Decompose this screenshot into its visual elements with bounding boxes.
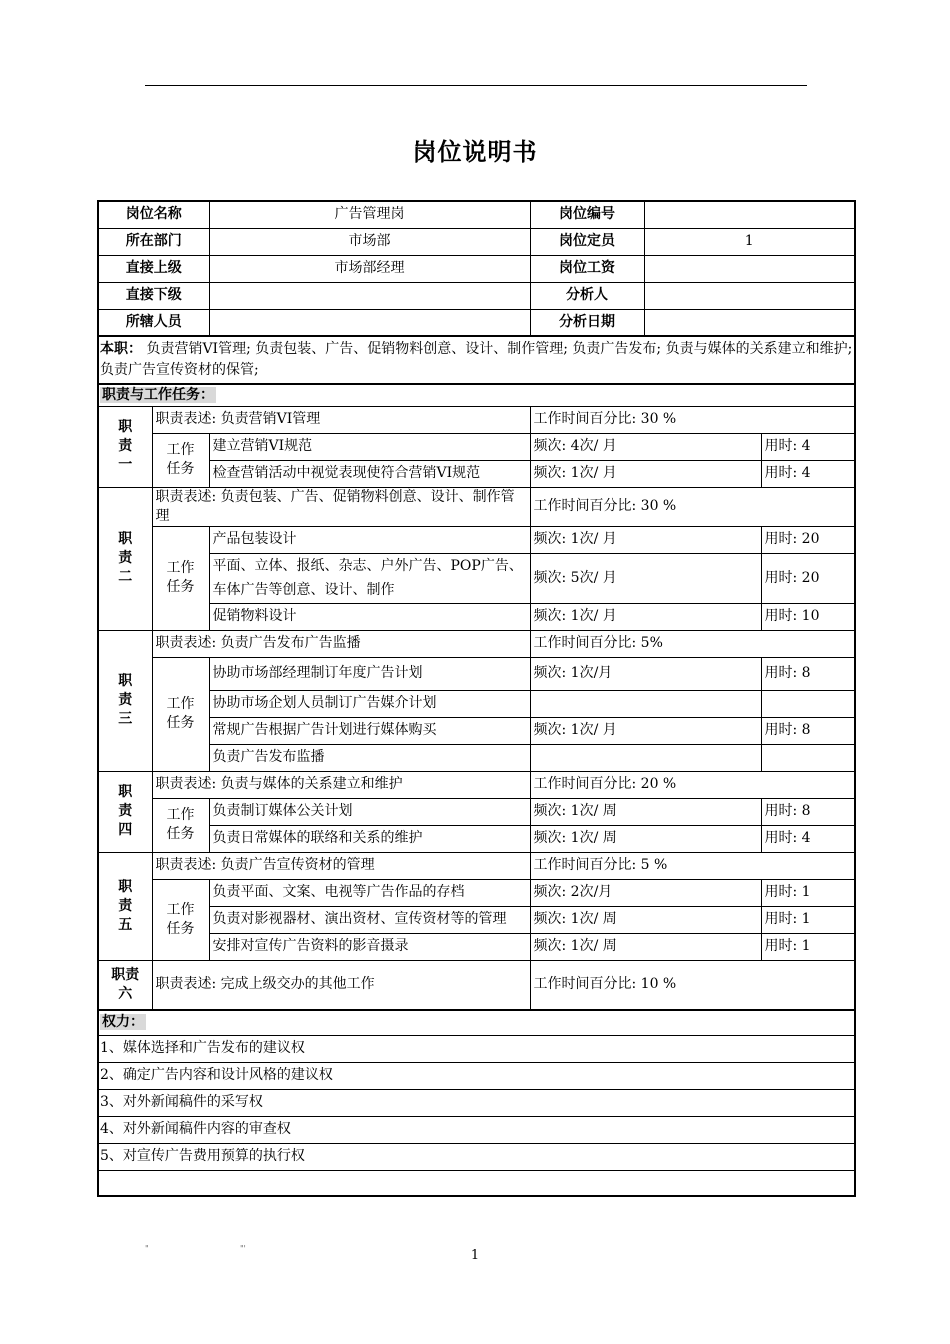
table-row: [98, 879, 855, 906]
superior-label: 直接上级: [98, 255, 209, 282]
duty-1-task-2: 检查营销活动中视觉表现使符合营销VI规范: [209, 460, 530, 487]
analyst-value: [644, 282, 855, 309]
authority-empty-row: [98, 1170, 855, 1196]
page-number: 1: [470, 1248, 480, 1263]
table-row: [98, 1143, 855, 1170]
duty-4-task-1-hours: 用时: 8: [761, 798, 855, 825]
duty-4-task-2-hours: 用时: 4: [761, 825, 855, 852]
duty-2-task-1-freq: 频次: 1次/ 月: [530, 526, 761, 553]
duty-4-label: 职责四: [98, 771, 152, 852]
table-row: [98, 906, 855, 933]
duty-6-percent: 工作时间百分比: 10 %: [530, 960, 855, 1010]
salary-label: 岗位工资: [530, 255, 644, 282]
table-row: [98, 282, 855, 309]
duty-4-percent: 工作时间百分比: 20 %: [530, 771, 855, 798]
table-row: [98, 201, 855, 228]
duty-3-task-4: 负责广告发布监播: [209, 744, 530, 771]
duty-3-task-4-freq: [530, 744, 761, 771]
duty-4-task-1-freq: 频次: 1次/ 周: [530, 798, 761, 825]
duty-3-desc: 职责表述: 负责广告发布广告监播: [152, 630, 530, 657]
duty-2-task-3-freq: 频次: 1次/ 月: [530, 603, 761, 630]
duty-5-task-1-hours: 用时: 1: [761, 879, 855, 906]
analyst-label: 分析人: [530, 282, 644, 309]
duty-3-task-3: 常规广告根据广告计划进行媒体购买: [209, 717, 530, 744]
duty-5-task-3: 安排对宣传广告资料的影音摄录: [209, 933, 530, 960]
duty-2-percent: 工作时间百分比: 30 %: [530, 487, 855, 526]
duty-5-task-2-freq: 频次: 1次/ 周: [530, 906, 761, 933]
header-rule: [145, 85, 807, 86]
duty-3-task-4-hours: [761, 744, 855, 771]
headcount-label: 岗位定员: [530, 228, 644, 255]
table-row: [98, 960, 855, 1010]
authority-item-1: 1、媒体选择和广告发布的建议权: [98, 1035, 855, 1062]
table-row: [98, 1116, 855, 1143]
table-row: [98, 384, 855, 406]
table-row: [98, 1035, 855, 1062]
footer-mark: ": [145, 1244, 149, 1253]
duty-2-task-3-hours: 用时: 10: [761, 603, 855, 630]
duty-1-task-2-hours: 用时: 4: [761, 460, 855, 487]
table-row: [98, 657, 855, 690]
table-row: [98, 526, 855, 553]
duty-3-task-1-hours: 用时: 8: [761, 657, 855, 690]
table-row: [98, 690, 855, 717]
superior-value: 市场部经理: [209, 255, 530, 282]
job-summary: [98, 336, 855, 384]
duty-5-task-3-hours: 用时: 1: [761, 933, 855, 960]
duty-2-task-2: 平面、立体、报纸、杂志、户外广告、POP广告、车体广告等创意、设计、制作: [209, 553, 530, 603]
duty-5-percent: 工作时间百分比: 5 %: [530, 852, 855, 879]
table-row: [98, 553, 855, 603]
duty-2-label: 职责二: [98, 487, 152, 630]
duty-3-task-1: 协助市场部经理制订年度广告计划: [209, 657, 530, 690]
table-row: [98, 228, 855, 255]
duty-4-task-2-freq: 频次: 1次/ 周: [530, 825, 761, 852]
duty-4-desc: 职责表述: 负责与媒体的关系建立和维护: [152, 771, 530, 798]
footer-mark: "': [240, 1244, 246, 1253]
duty-3-label: 职责三: [98, 630, 152, 771]
table-row: [98, 1062, 855, 1089]
table-row: [98, 460, 855, 487]
duty-5-task-2: 负责对影视器材、演出资材、宣传资材等的管理: [209, 906, 530, 933]
duty-5-task-1: 负责平面、文案、电视等广告作品的存档: [209, 879, 530, 906]
duty-1-task-1: 建立营销VI规范: [209, 433, 530, 460]
job-description-table: [97, 200, 856, 1197]
position-code-label: 岗位编号: [530, 201, 644, 228]
table-row: [98, 798, 855, 825]
subordinate-label: 直接下级: [98, 282, 209, 309]
table-row: [98, 603, 855, 630]
duty-1-desc: 职责表述: 负责营销VI管理: [152, 406, 530, 433]
table-row: [98, 630, 855, 657]
authority-section-header: [98, 1010, 855, 1035]
duty-2-task-3: 促销物料设计: [209, 603, 530, 630]
duty-2-task-2-freq: 频次: 5次/ 月: [530, 553, 761, 603]
duty-2-task-1: 产品包装设计: [209, 526, 530, 553]
duty-5-task-label: 工作任务: [152, 879, 209, 960]
department-label: 所在部门: [98, 228, 209, 255]
duty-1-task-1-hours: 用时: 4: [761, 433, 855, 460]
duties-header: 职责与工作任务：: [102, 386, 214, 403]
table-row: [98, 433, 855, 460]
duty-1-task-label: 工作任务: [152, 433, 209, 487]
table-row: [98, 309, 855, 336]
duty-3-task-1-freq: 频次: 1次/月: [530, 657, 761, 690]
duty-3-task-3-freq: 频次: 1次/ 月: [530, 717, 761, 744]
duty-5-task-3-freq: 频次: 1次/ 周: [530, 933, 761, 960]
duty-5-desc: 职责表述: 负责广告宣传资材的管理: [152, 852, 530, 879]
duty-3-task-2: 协助市场企划人员制订广告媒介计划: [209, 690, 530, 717]
table-row: [98, 852, 855, 879]
table-row: [98, 771, 855, 798]
duty-4-task-1: 负责制订媒体公关计划: [209, 798, 530, 825]
table-row: [98, 1170, 855, 1196]
duty-3-percent: 工作时间百分比: 5%: [530, 630, 855, 657]
duty-4-task-2: 负责日常媒体的联络和关系的维护: [209, 825, 530, 852]
duty-1-label: 职责一: [98, 406, 152, 487]
department-value: 市场部: [209, 228, 530, 255]
duty-3-task-2-freq: [530, 690, 761, 717]
duty-2-task-label: 工作任务: [152, 526, 209, 630]
salary-value: [644, 255, 855, 282]
authority-item-4: 4、对外新闻稿件内容的审查权: [98, 1116, 855, 1143]
table-row: [98, 336, 855, 384]
headcount-value: 1: [644, 228, 855, 255]
duty-6-label: 职责六: [98, 960, 152, 1010]
duty-5-label: 职责五: [98, 852, 152, 960]
table-row: [98, 825, 855, 852]
analysis-date-value: [644, 309, 855, 336]
table-row: [98, 1010, 855, 1035]
authority-item-3: 3、对外新闻稿件的采写权: [98, 1089, 855, 1116]
duty-3-task-3-hours: 用时: 8: [761, 717, 855, 744]
table-row: [98, 744, 855, 771]
table-row: [98, 255, 855, 282]
subordinate-value: [209, 282, 530, 309]
summary-text: 负责营销VI管理; 负责包装、广告、促销物料创意、设计、制作管理; 负责广告发布; 负责与媒体的关系建立和维护; 负责广告宣传资材的保管;: [100, 341, 853, 378]
table-row: [98, 1089, 855, 1116]
duties-section-header: [98, 384, 855, 406]
authority-header: 权力：: [102, 1014, 144, 1031]
table-row: [98, 717, 855, 744]
duty-6-desc: 职责表述: 完成上级交办的其他工作: [152, 960, 530, 1010]
staff-label: 所辖人员: [98, 309, 209, 336]
duty-1-percent: 工作时间百分比: 30 %: [530, 406, 855, 433]
position-name-value: 广告管理岗: [209, 201, 530, 228]
duty-2-desc: 职责表述: 负责包装、广告、促销物料创意、设计、制作管理: [152, 487, 530, 526]
table-row: [98, 406, 855, 433]
analysis-date-label: 分析日期: [530, 309, 644, 336]
duty-3-task-2-hours: [761, 690, 855, 717]
duty-5-task-1-freq: 频次: 2次/月: [530, 879, 761, 906]
authority-item-2: 2、确定广告内容和设计风格的建议权: [98, 1062, 855, 1089]
duty-2-task-2-hours: 用时: 20: [761, 553, 855, 603]
duty-5-task-2-hours: 用时: 1: [761, 906, 855, 933]
summary-label: 本职：: [100, 341, 142, 357]
authority-item-5: 5、对宣传广告费用预算的执行权: [98, 1143, 855, 1170]
position-code-value: [644, 201, 855, 228]
staff-value: [209, 309, 530, 336]
duty-4-task-label: 工作任务: [152, 798, 209, 852]
position-name-label: 岗位名称: [98, 201, 209, 228]
duty-2-task-1-hours: 用时: 20: [761, 526, 855, 553]
duty-1-task-1-freq: 频次: 4次/ 月: [530, 433, 761, 460]
table-row: [98, 933, 855, 960]
table-row: [98, 487, 855, 526]
page-title: 岗位说明书: [412, 138, 538, 166]
duty-1-task-2-freq: 频次: 1次/ 月: [530, 460, 761, 487]
duty-3-task-label: 工作任务: [152, 657, 209, 771]
